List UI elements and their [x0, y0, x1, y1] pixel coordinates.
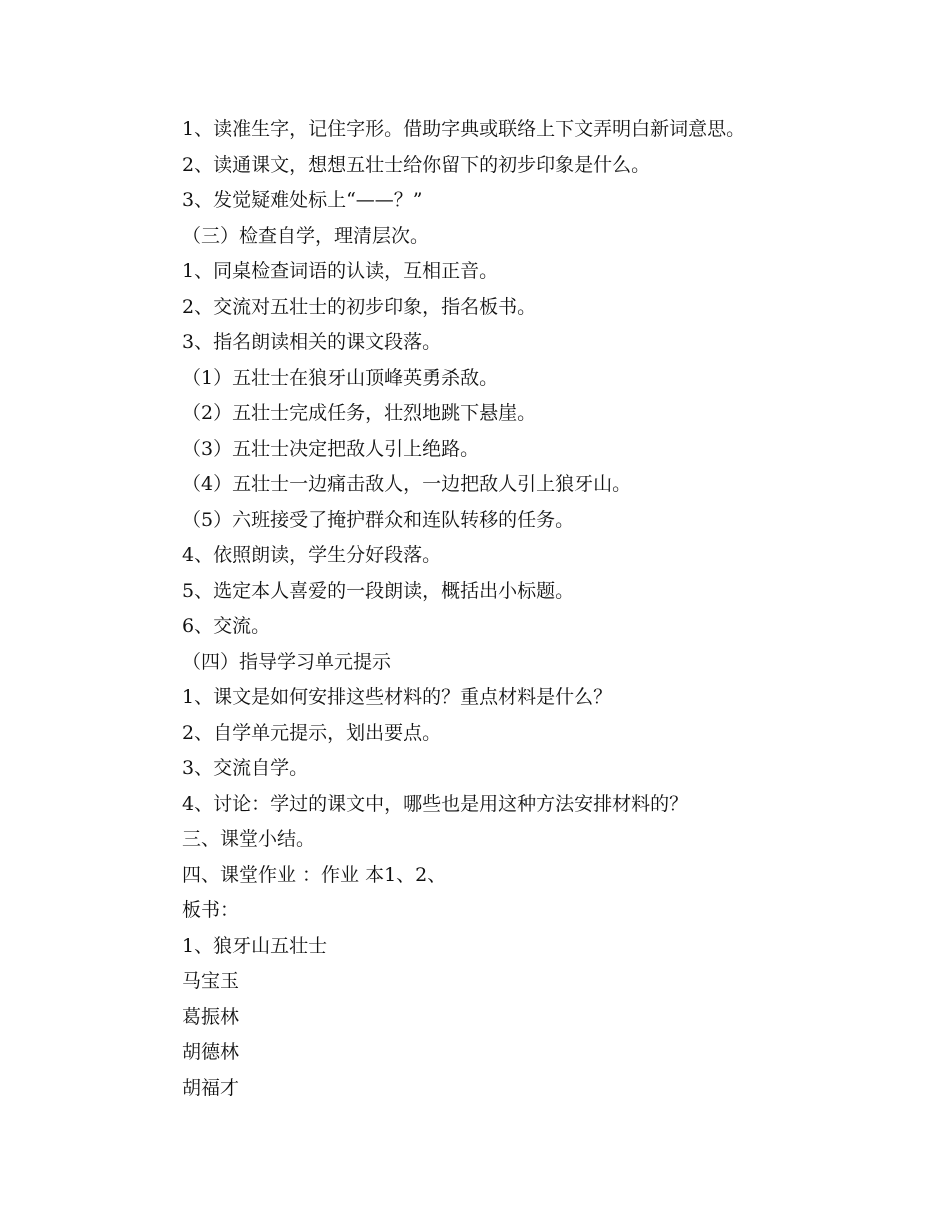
section-heading: （三）检查自学，理清层次。 — [182, 224, 430, 247]
board-heading: 板书： — [182, 899, 240, 921]
name-item: 马宝玉 — [182, 970, 240, 992]
section-heading: 三、课堂小结。 — [182, 828, 316, 850]
text-line: 1、课文是如何安排这些材料的？重点材料是什么？ — [182, 686, 613, 708]
text-line: 2、读通课文，想想五壮士给你留下的初步印象是什么。 — [182, 153, 651, 176]
text-line: 1、狼牙山五壮士 — [182, 934, 328, 957]
text-line: 4、依照朗读，学生分好段落。 — [182, 544, 442, 566]
sub-item: （1）五壮士在狼牙山顶峰英勇杀敌。 — [182, 366, 499, 389]
sub-item: （3）五壮士决定把敌人引上绝路。 — [182, 437, 480, 460]
text-line: 6、交流。 — [182, 615, 271, 637]
section-heading: 四、课堂作业 ：作业 本1、2、 — [182, 863, 447, 886]
name-item: 胡福才 — [182, 1076, 240, 1099]
text-line: 1、读准生字，记住字形。借助字典或联络上下文弄明白新词意思。 — [182, 118, 746, 140]
text-line: 3、交流自学。 — [182, 757, 309, 779]
name-item: 胡德林 — [182, 1041, 240, 1063]
text-line: 5、选定本人喜爱的一段朗读，概括出小标题。 — [182, 579, 575, 602]
text-line: 3、发觉疑难处标上“——？” — [182, 189, 423, 211]
name-item: 葛振林 — [182, 1005, 240, 1028]
sub-item: （2）五壮士完成任务，壮烈地跳下悬崖。 — [182, 402, 537, 424]
sub-item: （4）五壮士一边痛击敌人，一边把敌人引上狼牙山。 — [182, 473, 632, 495]
text-line: 2、交流对五壮士的初步印象，指名板书。 — [182, 295, 537, 318]
sub-item: （5）六班接受了掩护群众和连队转移的任务。 — [182, 508, 575, 531]
section-heading: （四）指导学习单元提示 — [182, 650, 392, 673]
text-line: 1、同桌检查词语的认读，互相正音。 — [182, 260, 499, 282]
text-line: 4、讨论：学过的课文中，哪些也是用这种方法安排材料的？ — [182, 792, 689, 815]
text-line: 2、自学单元提示，划出要点。 — [182, 721, 442, 744]
text-line: 3、指名朗读相关的课文段落。 — [182, 331, 442, 353]
document-body — [182, 112, 882, 1106]
